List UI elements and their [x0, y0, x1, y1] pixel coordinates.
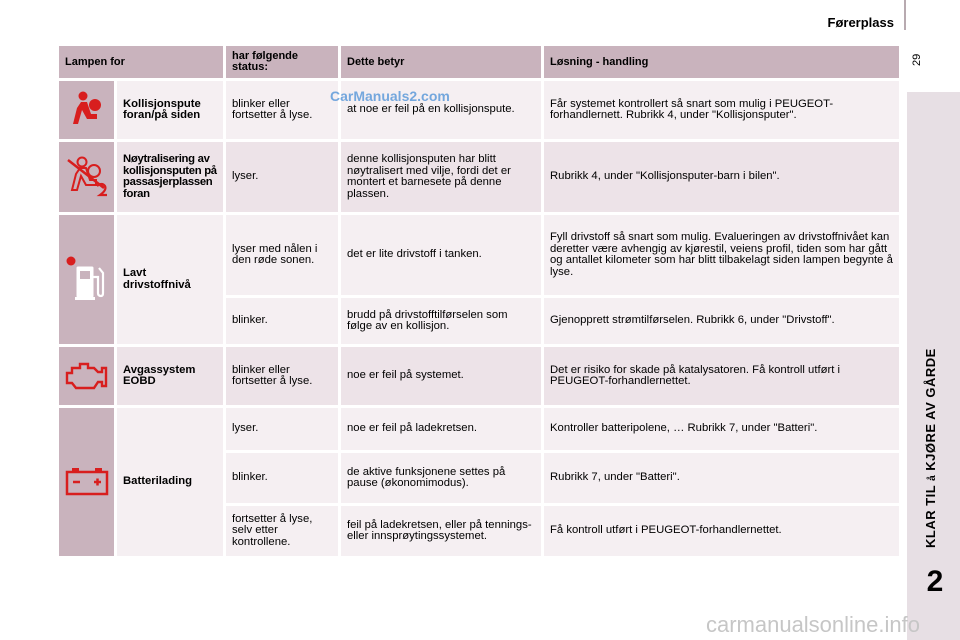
status-fuel-1: lyser med nålen i den røde sonen.	[226, 215, 338, 295]
lamp-name-battery: Batterilading	[117, 408, 223, 556]
meaning-eobd: noe er feil på systemet.	[341, 347, 541, 405]
warning-lamp-table	[56, 43, 902, 559]
chapter-title: KLAR TIL å KJØRE AV GÅRDE	[923, 348, 938, 548]
meaning-airbag: at noe er feil på en kollisjonspute.	[341, 81, 541, 139]
lamp-name-airbag-off: Nøytralisering av kollisjonsputen på passasjerplassen foran	[117, 142, 223, 212]
lamp-name-eobd: Avgassystem EOBD	[117, 347, 223, 405]
status-airbag-off: lyser.	[226, 142, 338, 212]
action-battery-2: Rubrikk 7, under "Batteri".	[544, 453, 899, 503]
column-header-lamp: Lampen for	[59, 46, 223, 78]
action-airbag: Får systemet kontrollert så snart som mulig i PEUGEOT-forhandlernett. Rubrikk 4, under "Kollisjonsputer".	[544, 81, 899, 139]
footer-watermark: carmanualsonline.info	[705, 612, 920, 637]
table-row	[59, 142, 899, 212]
lamp-name-airbag: Kollisjonspute foran/på siden	[117, 81, 223, 139]
watermark-text: CarManuals2.com	[330, 88, 450, 104]
status-battery-3: fortsetter å lyse, selv etter kontrollene.	[226, 506, 338, 556]
engine-check-icon	[59, 347, 114, 405]
table-row	[59, 215, 899, 295]
action-fuel-2: Gjenopprett strømtilførselen. Rubrikk 6, under "Drivstoff".	[544, 298, 899, 344]
airbag-icon	[59, 81, 114, 139]
column-header-status: har følgende status:	[226, 46, 338, 78]
page-header-title: Førerplass	[827, 15, 894, 30]
fuel-pump-icon	[59, 215, 114, 344]
action-airbag-off: Rubrikk 4, under "Kollisjonsputer-barn i bilen".	[544, 142, 899, 212]
meaning-battery-1: noe er feil på ladekretsen.	[341, 408, 541, 450]
lamp-name-fuel: Lavt drivstoffnivå	[117, 215, 223, 344]
airbag-off-icon	[59, 142, 114, 212]
action-battery-3: Få kontroll utført i PEUGEOT-forhandlernettet.	[544, 506, 899, 556]
table-header-row	[59, 46, 899, 78]
table-row	[59, 81, 899, 139]
table-row	[59, 347, 899, 405]
header-divider	[904, 0, 906, 30]
meaning-fuel-1: det er lite drivstoff i tanken.	[341, 215, 541, 295]
meaning-airbag-off: denne kollisjonsputen har blitt nøytralisert med vilje, fordi det er montert et barnesete på denne plassen.	[341, 142, 541, 212]
column-header-meaning: Dette betyr	[341, 46, 541, 78]
status-fuel-2: blinker.	[226, 298, 338, 344]
table-row	[59, 408, 899, 450]
meaning-battery-3: feil på ladekretsen, eller på tennings- eller innsprøytingssystemet.	[341, 506, 541, 556]
meaning-fuel-2: brudd på drivstofftilførselen som følge av en kollisjon.	[341, 298, 541, 344]
action-eobd: Det er risiko for skade på katalysatoren. Få kontroll utført i PEUGEOT-forhandlernettet.	[544, 347, 899, 405]
meaning-battery-2: de aktive funksjonene settes på pause (økonomimodus).	[341, 453, 541, 503]
status-airbag: blinker eller fortsetter å lyse.	[226, 81, 338, 139]
action-battery-1: Kontroller batteripolene, … Rubrikk 7, under "Batteri".	[544, 408, 899, 450]
chapter-number: 2	[926, 565, 944, 598]
action-fuel-1: Fyll drivstoff så snart som mulig. Evalueringen av drivstoffnivået kan deretter være avhengig av kjørestil, veiens profil, tiden som har gått og antallet kilometer som har blitt tilbakelagt siden lampen begynte å lyse.	[544, 215, 899, 295]
column-header-action: Løsning - handling	[544, 46, 899, 78]
battery-icon	[59, 408, 114, 556]
status-battery-2: blinker.	[226, 453, 338, 503]
status-eobd: blinker eller fortsetter å lyse.	[226, 347, 338, 405]
page-number: 29	[911, 53, 923, 66]
status-battery-1: lyser.	[226, 408, 338, 450]
